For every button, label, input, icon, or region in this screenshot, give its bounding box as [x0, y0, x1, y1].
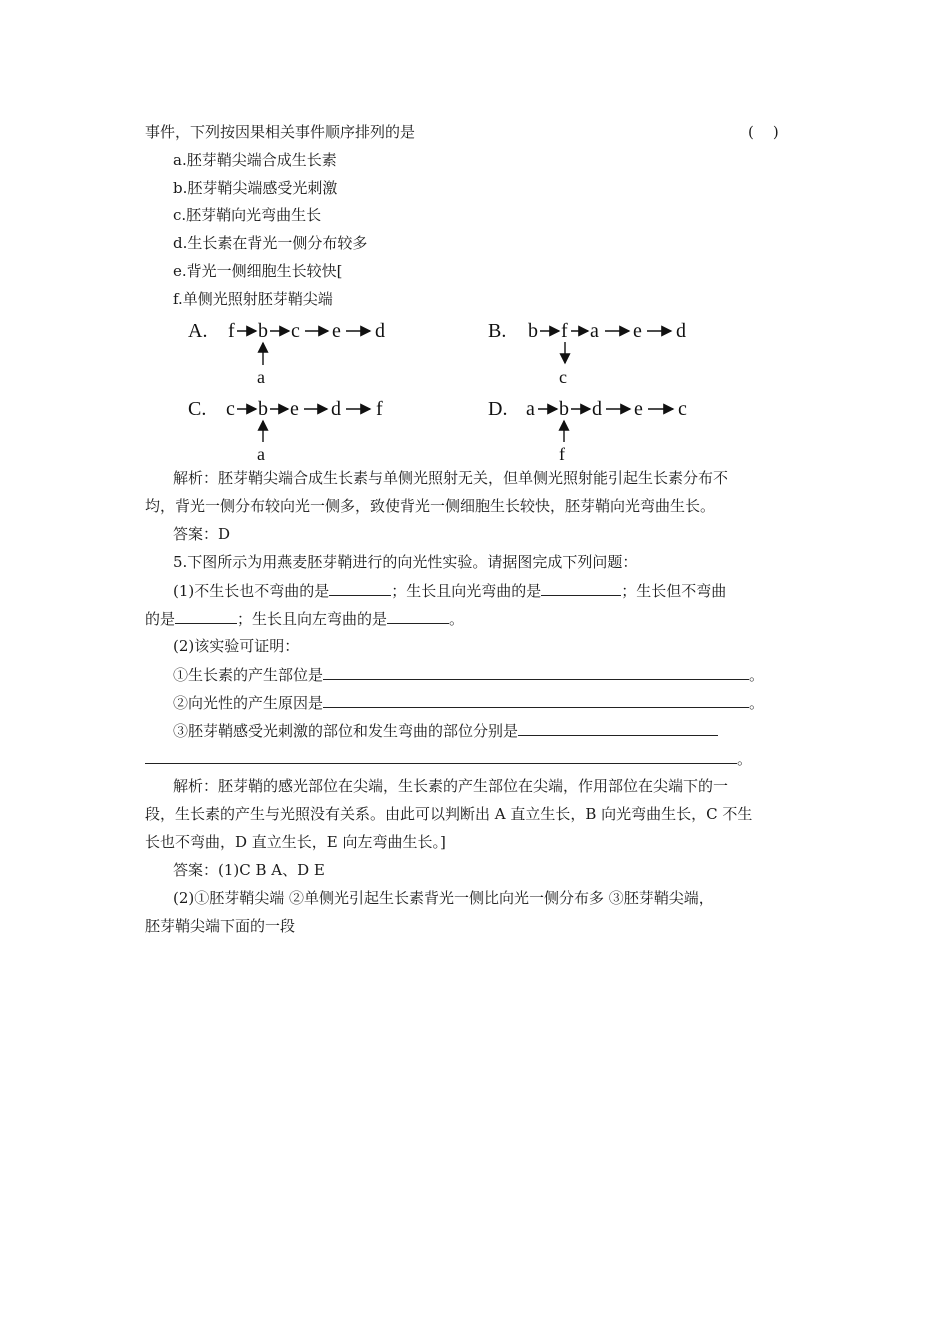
option-b-node-5: d [676, 320, 686, 342]
q5-p2-2-text: ②向光性的产生原因是 [173, 694, 324, 712]
option-d-branch: f [559, 444, 565, 464]
option-b-label: B. [488, 320, 507, 342]
q5-p2-3-end: 。 [737, 750, 753, 768]
q5-p1-text-c: ；生长但不弯曲 [621, 582, 727, 600]
q5-p1-text-d: 的是 [145, 610, 176, 628]
option-c-node-4: d [331, 398, 341, 420]
item-a: a.胚芽鞘尖端合成生长素 [173, 151, 337, 169]
analysis-5-line-3: 长也不弯曲，D 直立生长，E 向左弯曲生长。] [145, 833, 446, 851]
option-b-node-3: a [590, 320, 599, 342]
blank [518, 720, 718, 736]
option-d-node-1: a [526, 398, 535, 420]
option-c-node-1: c [226, 398, 235, 420]
q5-part1-line2 [145, 608, 464, 629]
blank [541, 580, 621, 596]
option-d-node-3: d [592, 398, 602, 420]
q5-p1-text-b: ；生长且向光弯曲的是 [391, 582, 542, 600]
option-a-node-3: c [291, 320, 300, 342]
q5-p2-1-text: ①生长素的产生部位是 [173, 666, 324, 684]
option-b-node-4: e [633, 320, 642, 342]
item-c: c.胚芽鞘向光弯曲生长 [173, 206, 322, 224]
option-d-label: D. [488, 398, 508, 420]
blank [145, 748, 737, 764]
item-e: e.背光一侧细胞生长较快[ [173, 262, 343, 280]
blank [323, 664, 749, 680]
option-d-node-5: c [678, 398, 687, 420]
option-b-node-2: f [561, 320, 568, 342]
question-stem: 事件，下列按因果相关事件顺序排列的是 [145, 123, 416, 141]
analysis-5-line-2: 段，生长素的产生与光照没有关系。由此可以判断出 A 直立生长，B 向光弯曲生长，C 不生 [145, 805, 753, 823]
blank [323, 692, 749, 708]
option-d-node-4: e [634, 398, 643, 420]
item-b: b.胚芽鞘尖端感受光刺激 [173, 179, 338, 197]
blank [329, 580, 391, 596]
q5-part1-line1 [173, 580, 726, 601]
option-d-node-2: b [559, 398, 569, 420]
answer-5-line-2: (2)①胚芽鞘尖端 ②单侧光引起生长素背光一侧比向光一侧分布多 ③胚芽鞘尖端， [173, 889, 714, 907]
q5-part2: (2)该实验可证明： [173, 637, 300, 655]
option-c-node-3: e [290, 398, 299, 420]
option-c [188, 398, 383, 464]
q5-title: 5.下图所示为用燕麦胚芽鞘进行的向光性实验。请据图完成下列问题： [173, 553, 638, 571]
q5-p1-text-f: 。 [449, 610, 465, 628]
analysis-1-line-1: 解析：胚芽鞘尖端合成生长素与单侧光照射无关，但单侧光照射能引起生长素分布不 [173, 469, 729, 487]
option-c-label: C. [188, 398, 207, 420]
option-a-node-2: b [258, 320, 268, 342]
answer-5-line-1: 答案：(1)C B A、D E [173, 861, 325, 879]
q5-p2-3-text: ③胚芽鞘感受光刺激的部位和发生弯曲的部位分别是 [173, 722, 519, 740]
option-a-branch: a [257, 367, 265, 387]
option-d [488, 398, 687, 464]
answer-1: 答案：D [173, 525, 231, 543]
q5-p2-1-end: 。 [749, 666, 765, 684]
q5-part2-2 [173, 692, 764, 713]
q5-part2-3 [173, 720, 718, 741]
option-a [188, 320, 385, 387]
options-diagram [180, 315, 740, 465]
analysis-5-line-1: 解析：胚芽鞘的感光部位在尖端，生长素的产生部位在尖端，作用部位在尖端下的一 [173, 777, 729, 795]
option-a-label: A. [188, 320, 208, 342]
q5-part2-3-cont [145, 748, 752, 769]
q5-p1-text-a: (1)不生长也不弯曲的是 [173, 582, 330, 600]
answer-5-line-3: 胚芽鞘尖端下面的一段 [145, 917, 296, 935]
option-c-branch: a [257, 444, 265, 464]
option-c-node-2: b [258, 398, 268, 420]
blank [175, 608, 237, 624]
item-d: d.生长素在背光一侧分布较多 [173, 234, 368, 252]
option-a-node-1: f [228, 320, 235, 342]
option-b-node-1: b [528, 320, 538, 342]
option-b [488, 320, 686, 387]
analysis-1-line-2: 均，背光一侧分布较向光一侧多，致使背光一侧细胞生长较快，胚芽鞘向光弯曲生长。 [145, 497, 716, 515]
option-b-branch: c [559, 367, 567, 387]
blank [387, 608, 449, 624]
option-a-node-4: e [332, 320, 341, 342]
q5-p1-text-e: ；生长且向左弯曲的是 [237, 610, 388, 628]
option-a-node-5: d [375, 320, 385, 342]
q5-part2-1 [173, 664, 764, 685]
item-f: f.单侧光照射胚芽鞘尖端 [173, 290, 333, 308]
answer-parentheses: ( ) [748, 123, 779, 141]
q5-p2-2-end: 。 [749, 694, 765, 712]
option-c-node-5: f [376, 398, 383, 420]
